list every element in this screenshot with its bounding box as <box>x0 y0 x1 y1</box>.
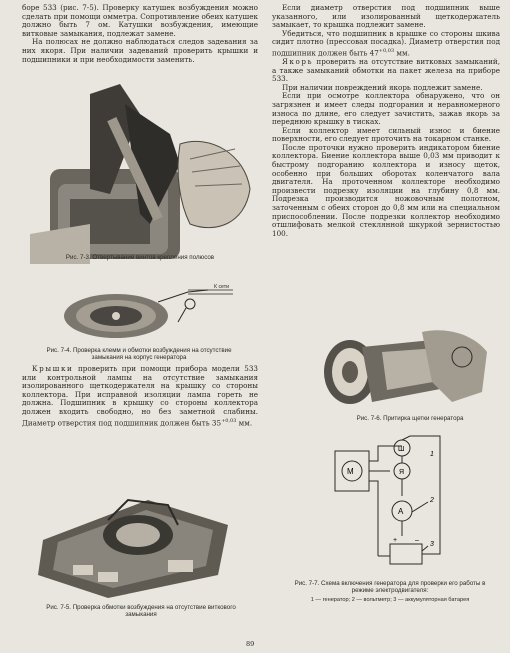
right-paragraph-7: После проточки нужно проверить индикатором биение коллектора. Биение коллектора выше 0,03 мм приводит к быстрому подгоранию коллектора и износу щеток, особенно при больших оборотах коленчатого вала двигателя. На проточенном коллекторе необходимо произвести подрезку изоляции на глубину 0,8 мм. Подрезка производится ножовочным полотном, заточенным с обеих сторон до 0,8 мм или на специальном приспособлении. После подрезки коллектор необходимо отшлифовать мелкой стеклянной шкуркой зернистостью 100. <box>272 142 500 238</box>
battery-minus-label: – <box>415 537 419 544</box>
shunt-terminal-label: Ш <box>398 446 405 453</box>
figure-7-7 <box>330 426 480 576</box>
figure-7-6 <box>312 322 492 412</box>
right-paragraph-5: Если при осмотре коллектора обнаружено, что он загрязнен и имеет следы подгорания и неравномерного износа по длине, его следует зачистить, зажав якорь за переднюю крышку в тисках. <box>272 91 500 127</box>
left-paragraph-3-end: мм. <box>236 417 253 427</box>
right-paragraph-3-body: проверить на отсутствие витковых замыканий, а также замыканий обмотки на пакет железа на приборе 533. <box>272 56 500 84</box>
right-paragraph-2-body: Убедиться, что подшипник в крышке со стороны шкива сидит плотно (прессовая посадка). Диаметр отверстия под подшипник должен быть 47 <box>272 28 500 58</box>
figure-7-5 <box>28 480 248 600</box>
figure-7-5-caption: Рис. 7-5. Проверка обмотки возбуждения на отсутствие виткового замыкания <box>46 604 236 619</box>
figure-7-7-caption: Рис. 7-7. Схема включения генератора для проверки его работы в режиме электродвигателя: <box>294 580 486 595</box>
right-paragraph-3-lead: Якорь <box>282 56 314 66</box>
photo-brush-lapping <box>312 322 492 412</box>
callout-2: 2 <box>430 497 434 504</box>
fig4-mains-label: К сети <box>214 284 230 290</box>
right-paragraph-3 <box>272 58 500 84</box>
motor-symbol-label: М <box>347 467 354 476</box>
left-paragraph-3-body: проверить при помощи прибора модели 533 или контрольной лампы на отсутствие замыкания изолированного щеткодержателя на крышку со стороны коллектора. При исправной изоляции лампа гореть не должна. Подшипник в крышку со стороны коллектора должен входить свободно, но без заметной слабины. Диаметр отверстия под подшипник должен быть 35 <box>22 364 258 427</box>
figure-7-4-caption: Рис. 7-4. Проверка клемм и обмотки возбуждения на отсутствие замыкания на корпус генератора <box>46 347 232 362</box>
right-paragraph-2-sup: +0,03 <box>378 47 395 54</box>
right-paragraph-1: Если диаметр отверстия под подшипник выше указанного, или изолированный щеткодержатель замыкает, то крышка подлежит замене. <box>272 3 500 30</box>
left-paragraph-1: боре 533 (рис. 7-5). Проверку катушек возбуждения можно сделать при помощи омметра. Сопротивление обеих катушек должно быть 7 ом. Катушки возбуждения, имеющие витковые замыкания, подлежат замене. <box>22 3 258 38</box>
armature-terminal-label: Я <box>399 469 405 476</box>
figure-7-4 <box>38 282 238 342</box>
figure-7-7-legend: 1 — генератор; 2 — вольтметр; 3 — аккумуляторная батарея <box>310 597 470 603</box>
right-paragraph-2 <box>272 30 500 58</box>
circuit-diagram <box>330 426 480 576</box>
figure-7-3-caption: Рис. 7-3. Отвертывание винтов крепления полюсов <box>65 254 215 261</box>
callout-1: 1 <box>430 451 434 458</box>
right-paragraph-2-end: мм. <box>394 48 410 58</box>
left-paragraph-2: На полюсах не должно наблюдаться следов задевания за них якоря. При наличии задеваний проверить крышки и подшипники и при необходимости заменить. <box>22 37 258 64</box>
left-paragraph-3-lead: Крышки <box>32 364 74 373</box>
callout-3: 3 <box>430 541 434 548</box>
battery-plus-label: + <box>393 537 398 544</box>
figure-7-3 <box>30 74 260 264</box>
left-paragraph-3-sup: +0,03 <box>221 417 237 424</box>
left-paragraph-3 <box>22 365 258 428</box>
page-number: 89 <box>246 640 255 648</box>
right-paragraph-6: Если коллектор имеет сильный износ и биение поверхности, его следует проточить на токарном станке. <box>272 125 500 144</box>
ammeter-symbol-label: А <box>398 507 404 516</box>
right-paragraph-4: При наличии повреждений якорь подлежит замене. <box>282 82 483 92</box>
photo-unscrewing-pole-screws <box>30 74 260 264</box>
photo-field-winding-check <box>28 480 248 600</box>
left-lower-text <box>22 365 258 428</box>
figure-7-6-caption: Рис. 7-6. Притирка щетки генератора <box>356 415 464 422</box>
diagram-terminal-check <box>38 282 238 342</box>
